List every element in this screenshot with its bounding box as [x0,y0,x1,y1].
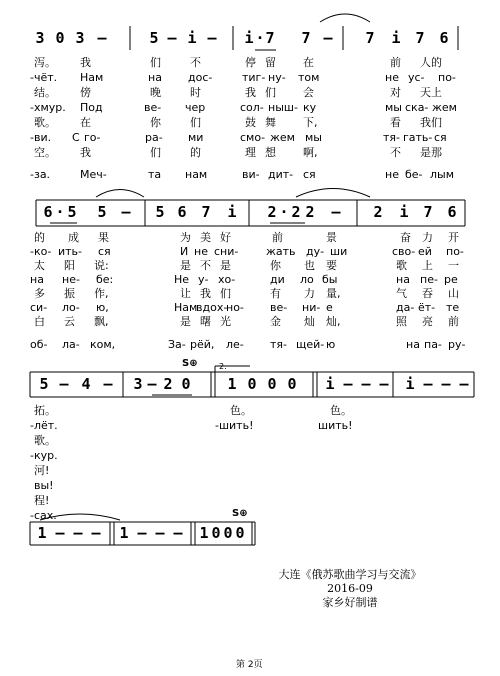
lyric: 一 [448,259,459,272]
lyric: -за. [30,168,51,181]
note: 0 [181,375,191,393]
lyric: 舞 [265,116,276,129]
note: 3 [133,375,143,393]
lyric: 照 [396,315,407,328]
lyric: 空。 [34,146,56,159]
lyric: -чёт. [30,71,58,84]
lyric: хо- [218,273,236,286]
lyric: не [385,168,399,181]
note: 7 [415,29,425,47]
lyric: бы [322,273,338,286]
note: – [155,524,165,542]
lyric: бе: [96,273,114,286]
lyric: 上 [422,259,433,272]
lyric: 下, [303,116,318,129]
lyric: смо- [240,131,266,144]
lyric: ра- [145,131,163,144]
note: 0 [235,524,245,542]
lyric: 结。 [34,86,56,99]
lyric: мы [305,131,322,144]
lyric: 是 [180,259,191,272]
lyric: дос- [188,71,213,84]
lyric: -кур. [30,449,58,462]
note: – [167,29,177,47]
page-number: 第 2页 [236,660,263,670]
volta-label: 2. [219,362,227,371]
lyric: 阳 [64,259,75,272]
lyric: ве- [270,301,288,314]
lyric: Меч- [80,168,107,181]
lyric: рёй, [190,338,215,351]
lyric: ёт- [418,301,436,314]
lyric: 我 [200,287,211,300]
note: · [55,203,65,221]
lyric: 为 [180,231,191,244]
lyric: 让 [180,287,191,300]
note: – [379,375,389,393]
note: 1 [199,524,209,542]
lyric: 果 [98,231,109,244]
note: – [423,375,433,393]
lyric: 理 [245,146,256,159]
lyric: сво- [392,245,416,258]
note: 2 [305,203,315,221]
lyric: 傍 [80,86,91,99]
lyric: 振 [64,287,75,300]
note: i [227,203,237,221]
lyric: ре [444,273,458,286]
note: 3 [35,29,45,47]
note: 7 [265,29,275,47]
lyric: 吞 [422,287,433,300]
system-1-lines [130,14,458,50]
lyric: 力 [304,287,315,300]
note: 7 [423,203,433,221]
credit-author: 家乡好制谱 [322,596,378,609]
note: 5 [155,203,165,221]
tie [320,14,370,22]
note: i [187,29,197,47]
lyric: 也 [304,259,315,272]
note: 4 [81,375,91,393]
lyric: на [30,273,44,286]
lyric: 们 [220,287,231,300]
lyric: Нам [174,301,198,314]
lyric: вы! [34,479,54,492]
lyric: 金 [270,315,281,328]
lyric: сол- [240,101,264,114]
note: 2 [163,375,173,393]
lyric: 的 [190,146,201,159]
lyric: 量, [326,287,341,300]
lyric: 云 [64,315,75,328]
note: 6 [447,203,457,221]
note: 6 [177,203,187,221]
lyric: тиг- [242,71,266,84]
lyric: щей- [296,338,325,351]
lyric: 飘, [94,315,109,328]
note: 5 [149,29,159,47]
lyric: 前 [448,315,459,328]
lyric: ле- [226,338,244,351]
note: 0 [287,375,297,393]
lyric: 歌 [396,259,407,272]
lyric: 停 [245,56,256,69]
lyric: на [396,273,410,286]
lyric: 们 [265,86,276,99]
lyric: 美 [200,231,211,244]
lyric: 是 [220,259,231,272]
lyric: на [148,71,162,84]
note: 0 [223,524,233,542]
lyric: 我 [245,86,256,99]
lyric: ве- [144,101,162,114]
lyric: ди [270,273,285,286]
lyric: не [385,71,399,84]
note: · [279,203,289,221]
note: 0 [55,29,65,47]
lyric: пе- [420,273,438,286]
note: – [103,375,113,393]
credit-source: 大连《俄苏歌曲学习与交流》 [278,568,422,581]
lyric: дит- [268,168,294,181]
lyric: 有 [270,287,281,300]
note: – [459,375,469,393]
note: i [325,375,335,393]
lyric: -сах. [30,509,57,522]
lyric: ку [303,101,317,114]
lyric: 不 [200,259,211,272]
note: 7 [301,29,311,47]
note: 6 [43,203,53,221]
lyric: 我 [80,56,91,69]
lyric: 是那 [420,146,442,159]
lyric: 不 [390,146,401,159]
lyric: 留 [265,56,276,69]
lyric: 景 [326,231,337,244]
lyric: 在 [303,56,314,69]
lyric: 灿, [326,315,341,328]
lyric: 作, [94,287,109,300]
lyric: 成 [68,231,79,244]
note: · [255,29,265,47]
lyric: ши [330,245,348,258]
lyric: 的 [34,231,45,244]
lyric: ни- [302,301,321,314]
lyric: 们 [190,116,201,129]
note: – [361,375,371,393]
lyric: 力 [422,231,433,244]
lyric: сни- [214,245,239,258]
lyric: 白 [34,315,45,328]
lyric: по- [438,71,456,84]
note: 0 [211,524,221,542]
lyric: 看 [390,116,401,129]
tie [96,190,144,198]
note: – [147,375,157,393]
lyric: те [446,301,460,314]
lyric: го- [84,131,101,144]
lyric: 们 [150,56,161,69]
lyric: И [180,245,189,258]
lyric: 晚 [150,86,161,99]
note: 2 [373,203,383,221]
note: – [343,375,353,393]
lyric: 天上 [420,86,442,99]
lyric: чер [185,101,206,114]
lyric: 曙 [200,315,211,328]
note: – [55,524,65,542]
lyric: 拓。 [34,404,56,417]
lyric: 在 [80,116,91,129]
note: 1 [227,375,237,393]
lyric: ся [434,131,447,144]
lyric: -ко- [30,245,52,258]
lyric: 泻。 [34,56,56,69]
lyric: ся [303,168,316,181]
note: – [441,375,451,393]
note: – [91,524,101,542]
note: 7 [365,29,375,47]
note: 6 [439,29,449,47]
lyric: 说: [94,259,109,272]
lyric: ска- [405,101,429,114]
lyric: 鼓 [245,116,256,129]
lyric: та [148,168,162,181]
lyric: гать- [403,131,433,144]
lyric: да- [396,301,415,314]
note: i [399,203,409,221]
note: – [73,524,83,542]
lyric: нам [185,168,208,181]
lyric: мы [385,101,402,114]
lyric: 色。 [330,404,352,417]
lyric: 山 [448,287,459,300]
lyric: Под [80,101,103,114]
lyric: -шить! [215,419,254,432]
lyric: 色。 [230,404,252,417]
lyric: ся [98,245,111,258]
lyric: 时 [190,86,201,99]
lyric: 奋 [400,231,411,244]
lyric: ло- [62,301,80,314]
lyric: -лёт. [30,419,58,432]
lyric: 太 [34,259,45,272]
lyric: Нам [80,71,104,84]
lyric: жать [266,245,296,258]
lyric: ей [418,245,432,258]
lyric: ю [326,338,336,351]
lyric: 你 [270,259,281,272]
lyric: ла- [62,338,80,351]
lyric: жем [270,131,295,144]
lyric: жем [432,101,457,114]
note: – [97,29,107,47]
lyric: лым [430,168,455,181]
note: 7 [201,203,211,221]
lyric: па- [424,338,442,351]
lyric: 们 [150,146,161,159]
note: 3 [75,29,85,47]
note: 1 [119,524,129,542]
lyric: вдох- [196,301,228,314]
note: 2 [291,203,301,221]
lyric: 不 [190,56,201,69]
note: 0 [247,375,257,393]
note: – [323,29,333,47]
lyric: е [326,301,333,314]
lyric: 多 [34,287,45,300]
lyric: 气 [396,287,407,300]
lyric: ло [300,273,314,286]
lyric: 我们 [420,116,442,129]
note: 0 [267,375,277,393]
lyric: ком, [90,338,116,351]
segno-mark: S⊕ [182,358,198,369]
lyric: С [72,131,80,144]
lyric: 程! [34,494,50,507]
lyric: ус- [408,71,425,84]
lyric: ру- [448,338,466,351]
lyric: не- [62,273,80,286]
lyric: тя- [383,131,400,144]
lyric: 你 [150,116,161,129]
lyric: ви- [242,168,260,181]
lyric: ю, [96,301,109,314]
lyric: том [298,71,320,84]
lyric: 想 [265,146,276,159]
lyric: 河! [34,464,50,477]
lyric: ныш- [268,101,298,114]
note: i [391,29,401,47]
note: 5 [67,203,77,221]
note: – [207,29,217,47]
lyric: си- [30,301,48,314]
lyric: ить- [58,245,83,258]
lyric: 好 [220,231,231,244]
lyric: 人的 [420,56,442,69]
note: i [244,29,254,47]
lyric: бе- [405,168,423,181]
lyric: 会 [303,86,314,99]
note: 5 [39,375,49,393]
lyric: 我 [80,146,91,159]
lyric: 歌。 [34,116,56,129]
lyric: 光 [220,315,231,328]
lyric: 歌。 [34,434,56,447]
lyric: 灿 [304,315,315,328]
lyric: 前 [272,231,283,244]
lyric: на [406,338,420,351]
tie [296,189,370,198]
lyric: тя- [270,338,287,351]
lyric: не [194,245,208,258]
note: – [137,524,147,542]
segno-mark: S⊕ [232,508,248,519]
lyric: об- [30,338,48,351]
lyric: ми [188,131,204,144]
lyric: ну- [268,71,286,84]
lyric: 要 [326,259,337,272]
note: – [331,203,341,221]
lyric: За- [168,338,186,351]
lyric: 前 [390,56,401,69]
lyric: 是 [180,315,191,328]
lyric: -ви. [30,131,52,144]
note: 1 [37,524,47,542]
lyric: 对 [390,86,401,99]
note: – [173,524,183,542]
lyric: -хмур. [30,101,66,114]
lyric: по- [446,245,464,258]
lyric: шить! [318,419,353,432]
lyric: ду- [306,245,325,258]
note: 2 [267,203,277,221]
lyric: у- [198,273,209,286]
note: 5 [97,203,107,221]
lyric: Не [174,273,190,286]
note: – [59,375,69,393]
note: – [121,203,131,221]
note: i [405,375,415,393]
lyric: но- [226,301,244,314]
lyric: 亮 [422,315,433,328]
lyric: 开 [448,231,459,244]
lyric: 啊, [303,146,318,159]
credit-date: 2016-09 [327,582,373,595]
